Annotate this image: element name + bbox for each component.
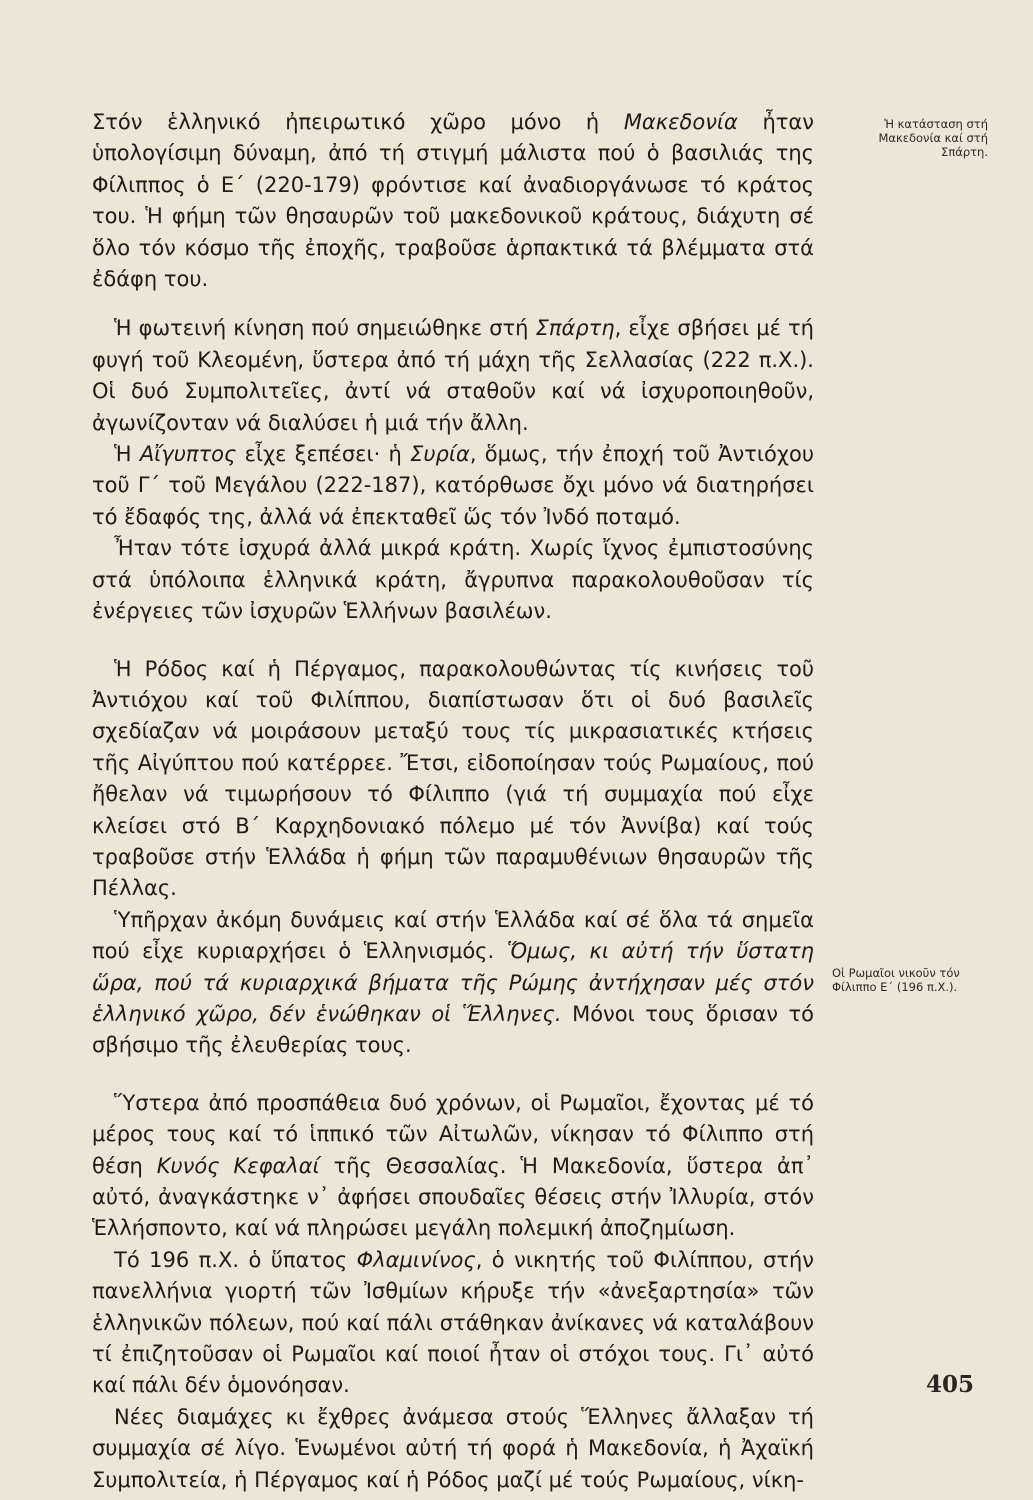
page-number: 405 — [926, 1371, 975, 1398]
text-segment: Ὕστερα ἀπό προσπάθεια δυό χρόνων, οἱ Ρωμαῖοι, ἔχοντας μέ τό μέρος τους καί τό ἱππικό τῶν Αἰτωλῶν, νίκησαν τό Φίλιππο στή θέση — [92, 1090, 814, 1178]
italic-text-segment: Φλαμινίνος — [356, 1247, 476, 1272]
text-segment: , ὅμως, τήν ἐποχή τοῦ Ἀντιόχου τοῦ Γ΄ τοῦ Μεγάλου (222-187), κατόρθωσε ὄχι μόνο νά διατηρήσει τό ἔδαφός της, ἀλλά νά ἐπεκταθεῖ ὥς τόν Ἰνδό ποταμό. — [92, 442, 814, 529]
text-segment: Ἡ Ρόδος καί ἡ Πέργαμος, παρακολουθώντας τίς κινήσεις τοῦ Ἀντιόχου καί τοῦ Φιλίππου, διαπίστωσαν ὅτι οἱ δυό βασιλεῖς σχεδίαζαν νά μοιράσουν μεταξύ τους τίς μικρασιατικές κτήσεις τῆς Αἰγύπτου πού κατέρρεε. Ἔτσι, εἰδοποίησαν τούς Ρωμαίους, πού ἤθελαν νά τιμωρήσουν τό Φίλιππο (γιά τή συμμαχία πού εἶχε κλείσει στό Β΄ Καρχηδονιακό πόλεμο μέ τόν Ἀννίβα) καί τούς τραβοῦσε στήν Ἑλλάδα ἡ φήμη τῶν παραμυθένιων θησαυρῶν τῆς Πέλλας. — [92, 656, 814, 901]
text-segment: , ὁ νικητής τοῦ Φιλίππου, στήν πανελλήνια γιορτή τῶν Ἰσθμίων κήρυξε τήν «ἀνεξαρτησία» τῶν ἑλληνικῶν πόλεων, πού καί πάλι στάθηκαν ἀνίκανες νά καταλάβουν τί ἐπιζητοῦσαν οἱ Ρωμαῖοι καί ποιοί ἦταν οἱ στόχοι τους. Γι᾽ αὐτό καί πάλι δέν ὁμονόησαν. — [92, 1247, 814, 1398]
text-segment: Τό 196 π.Χ. ὁ ὕπατος — [114, 1247, 357, 1272]
text-segment: Στόν ἑλληνικό ἠπειρωτικό χῶρο μόνο ἡ — [92, 110, 624, 134]
italic-text-segment: Συρία — [410, 442, 470, 467]
margin-note-romans-defeat-philip: Οἱ Ρωμαῖοι νικοῦν τόν Φίλιππο Ε΄ (196 π.Χ.). — [832, 966, 960, 994]
paragraph-5 — [92, 654, 814, 905]
text-segment: Ἡ φωτεινή κίνηση πού σημειώθηκε στή — [114, 316, 536, 341]
paragraph-7 — [92, 1088, 814, 1245]
text-segment: Ὑπῆρχαν ἀκόμη δυνάμεις καί στήν Ἑλλάδα καί σέ ὅλα τά σημεῖα πού εἶχε κυριαρχήσει ὁ Ἑλληνισμός. — [92, 907, 814, 964]
text-segment: τῆς Θεσσαλίας. Ἡ Μακεδονία, ὕστερα ἀπ᾽ αὐτό, ἀναγκάστηκε ν᾽ ἀφήσει σπουδαῖες θέσεις στήν Ἰλλυρία, στόν Ἑλλήσποντο, καί νά πληρώσει μεγάλη πολεμική ἀποζημίωση. — [92, 1153, 815, 1241]
margin-note-macedonia-sparta: Ἡ κατάσταση στή Μακεδονία καί στή Σπάρτη. — [878, 117, 988, 159]
text-segment: Μόνοι τους ὅρισαν τό σβήσιμο τῆς ἐλευθερίας τους. — [92, 1001, 814, 1058]
italic-text-segment: Αἴγυπτος — [139, 442, 237, 467]
paragraph-8 — [92, 1245, 814, 1402]
italic-text-segment: Κυνός Κεφαλαί — [156, 1153, 320, 1178]
paragraph-2 — [92, 313, 814, 439]
main-text-column — [92, 107, 814, 1496]
text-segment: Ἦταν τότε ἰσχυρά ἀλλά μικρά κράτη. Χωρίς ἴχνος ἐμπιστοσύνης στά ὑπόλοιπα ἑλληνικά κράτη, ἄγρυπνα παρακολουθοῦσαν τίς ἐνέργειες τῶν ἰσχυρῶν Ἑλλήνων βασιλέων. — [92, 536, 814, 624]
text-segment: , εἶχε σβήσει μέ τή φυγή τοῦ Κλεομένη, ὕστερα ἀπό τή μάχη τῆς Σελλασίας (222 π.Χ.). Οἱ δυό Συμπολιτεῖες, ἀντί νά σταθοῦν καί νά ἰσχυροποιηθοῦν, ἀγωνίζονταν νά διαλύσει ἡ μιά τήν ἄλλη. — [92, 316, 814, 435]
italic-text-segment: Σπάρτη — [535, 316, 615, 341]
paragraph-4 — [92, 533, 814, 627]
text-segment: Νέες διαμάχες κι ἔχθρες ἀνάμεσα στούς Ἕλληνες ἄλλαξαν τή συμμαχία σέ λίγο. Ἑνωμένοι αὐτή τή φορά ἡ Μακεδονία, ἡ Ἀχαϊκή Συμπολιτεία, ἡ Πέργαμος καί ἡ Ρόδος μαζί μέ τούς Ρωμαίους, νίκη- — [92, 1404, 814, 1492]
italic-text-segment: Μακεδονία — [623, 110, 738, 134]
text-segment: Ἡ — [114, 442, 140, 467]
paragraph-6 — [92, 905, 814, 1062]
paragraph-3 — [92, 439, 814, 533]
paragraph-1 — [92, 107, 814, 295]
text-segment: εἶχε ξεπέσει· ἡ — [236, 442, 411, 467]
text-segment: ἦταν ὑπολογίσιμη δύναμη, ἀπό τή στιγμή μάλιστα πού ὁ βασιλιάς της Φίλιππος ὁ Ε΄ (220-179) φρόντισε καί ἀναδιοργάνωσε τό κράτος του. Ἡ φήμη τῶν θησαυρῶν τοῦ μακεδονικοῦ κράτους, διάχυτη σέ ὅλο τόν κόσμο τῆς ἐποχῆς, τραβοῦσε ἁρπακτικά τά βλέμματα στά ἐδάφη του. — [92, 110, 814, 292]
italic-text-segment: Ὅμως, κι αὐτή τήν ὕστατη ὥρα, πού τά κυριαρχικά βήματα τῆς Ρώμης ἀντήχησαν μές στόν ἑλληνικό χῶρο, δέν ἑνώθηκαν οἱ Ἕλληνες. — [92, 939, 814, 1026]
paragraph-9 — [92, 1402, 814, 1496]
